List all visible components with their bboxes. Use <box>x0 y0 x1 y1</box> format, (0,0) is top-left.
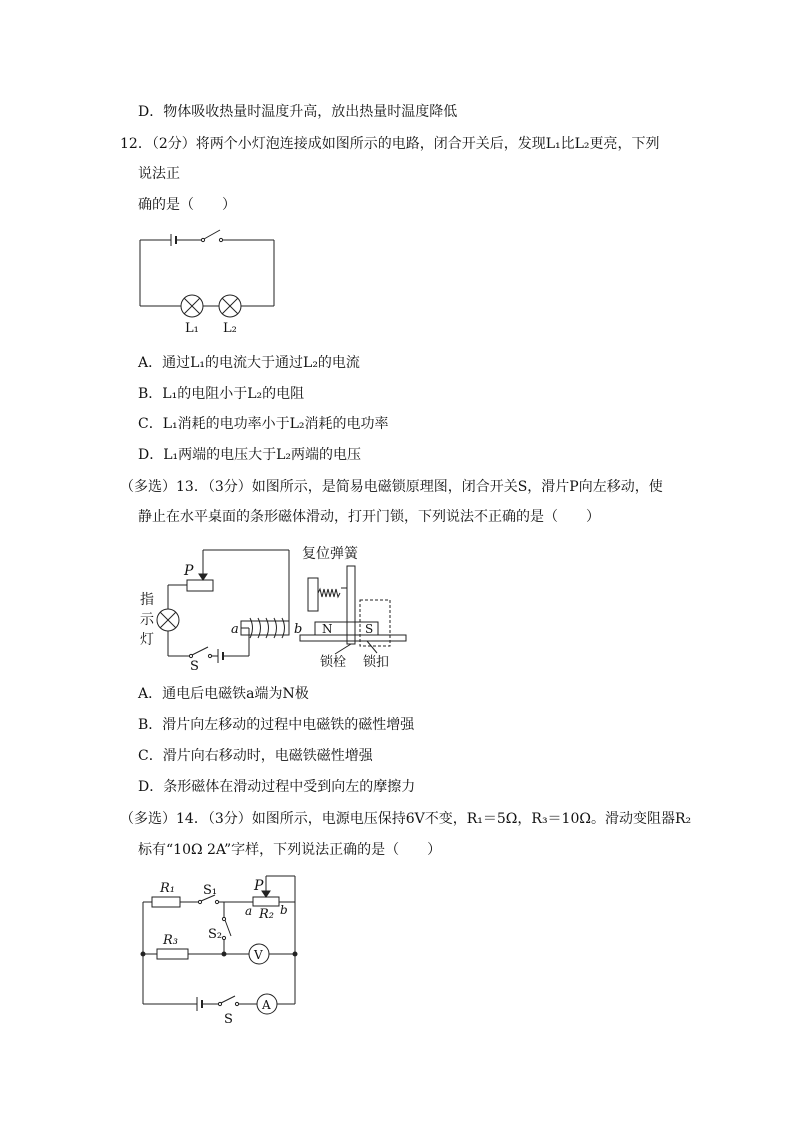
q12-option-b: B．L₁的电阻小于L₂的电阻 <box>138 386 305 402</box>
q13-indicator-label-3: 灯 <box>140 632 154 648</box>
q14-circuit-diagram <box>135 868 305 1028</box>
q12-option-c: C．L₁消耗的电功率小于L₂消耗的电功率 <box>138 416 389 432</box>
q12-stem-line1: 12．（2分）将两个小灯泡连接成如图所示的电路，闭合开关后，发现L₁比L₂更亮，下列 <box>120 136 660 152</box>
q13-option-a: A．通电后电磁铁a端为N极 <box>138 686 309 702</box>
q13-s-pole-label: S <box>365 622 374 636</box>
q13-option-d: D．条形磁体在滑动过程中受到向左的摩擦力 <box>138 779 416 795</box>
q12-l1-label: L₁ <box>185 321 199 336</box>
q14-voltmeter-label: V <box>254 948 263 962</box>
q13-bolt-label: 锁栓 <box>320 655 347 670</box>
q13-a-label: a <box>231 622 239 637</box>
q14-a-end-label: a <box>245 904 253 918</box>
q13-option-c: C．滑片向右移动时，电磁铁磁性增强 <box>138 748 373 764</box>
q13-p-label: P <box>184 563 194 579</box>
q14-p-label: P <box>254 878 264 894</box>
q12-option-a: A．通过L₁的电流大于通过L₂的电流 <box>138 355 360 371</box>
q14-ammeter-label: A <box>262 998 271 1012</box>
q13-s-label: S <box>190 659 199 674</box>
q12-stem-line3: 确的是（ ） <box>138 197 236 213</box>
q13-n-pole-label: N <box>322 622 333 636</box>
q13-electromagnetic-lock-diagram <box>135 538 415 674</box>
q14-r1-label: R₁ <box>160 881 175 896</box>
q14-r2-label: R₂ <box>259 907 274 922</box>
q13-indicator-label-1: 指 <box>140 592 154 608</box>
q11-option-d: D．物体吸收热量时温度升高，放出热量时温度降低 <box>138 104 458 120</box>
q13-latch-label: 锁扣 <box>363 655 390 670</box>
q14-r3-label: R₃ <box>163 933 178 948</box>
q13-stem-line1: （多选）13．（3分）如图所示，是简易电磁锁原理图，闭合开关S，滑片P向左移动，使 <box>120 479 663 495</box>
q12-option-d: D．L₁两端的电压大于L₂两端的电压 <box>138 447 362 463</box>
q14-s2-label: S₂ <box>208 927 223 942</box>
q14-s-label: S <box>224 1012 233 1027</box>
q13-indicator-label-2: 示 <box>140 612 154 628</box>
q12-l2-label: L₂ <box>223 321 237 336</box>
q12-stem-line2: 说法正 <box>138 166 180 182</box>
q14-b-end-label: b <box>280 903 288 917</box>
q13-option-b: B．滑片向左移动的过程中电磁铁的磁性增强 <box>138 717 415 733</box>
q13-stem-line2: 静止在水平桌面的条形磁体滑动，打开门锁，下列说法不正确的是（ ） <box>138 509 600 525</box>
q13-spring-label: 复位弹簧 <box>302 546 358 562</box>
q14-s1-label: S₁ <box>203 883 218 898</box>
q13-b-label: b <box>294 622 303 637</box>
q12-circuit-diagram <box>130 222 290 342</box>
q14-stem-line1: （多选）14．（3分）如图所示，电源电压保持6V不变，R₁＝5Ω，R₃＝10Ω。滑动变阻器R₂ <box>120 811 692 827</box>
q14-stem-line2: 标有“10Ω 2A”字样，下列说法正确的是（ ） <box>138 842 442 858</box>
